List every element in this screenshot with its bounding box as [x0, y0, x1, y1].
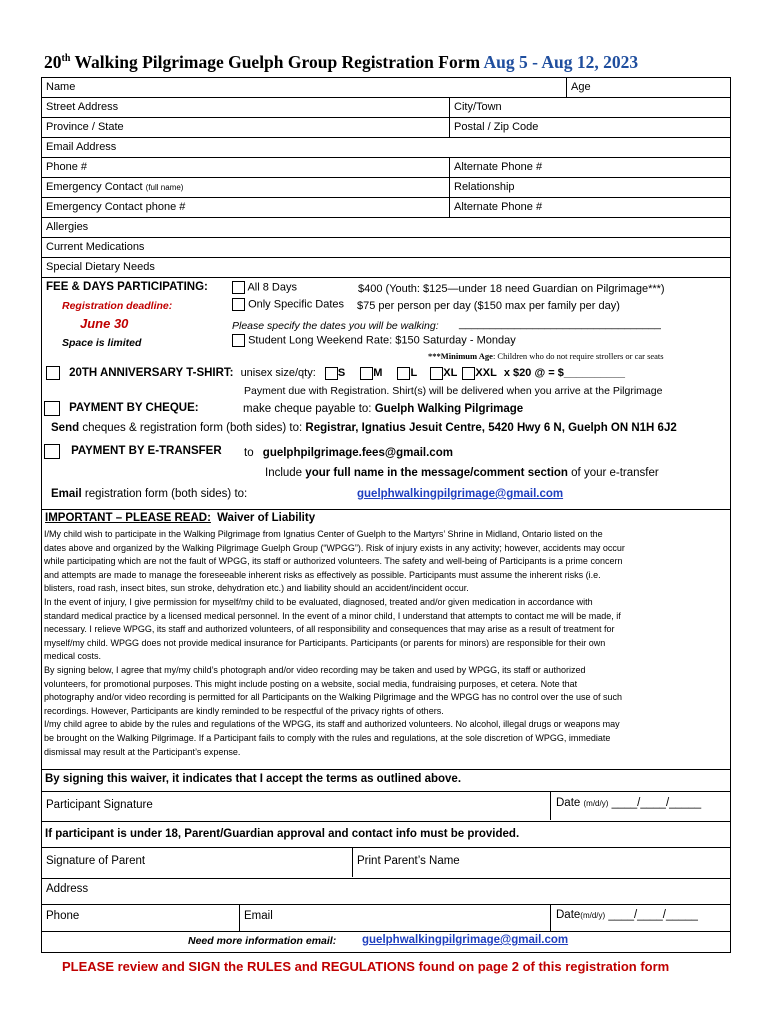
alt-phone-field[interactable]: [450, 158, 730, 178]
cheque-send-word: Send: [51, 422, 80, 434]
waiver-line: necessary. I relieve WPGG, its staff and authorized volunteers, of all responsibility and consequences that may arise as a result of treatment for: [44, 624, 615, 635]
waiver-line: I/my child agree to abide by the rules and regulations of the WPGG, its staff and authorized volunteers. No alcohol, illegal drugs or weapons may: [44, 719, 620, 730]
phone-divider: [239, 904, 240, 931]
page-title: [44, 52, 638, 73]
medications-label: Current Medications: [46, 241, 145, 253]
dietary-label: Special Dietary Needs: [46, 261, 155, 273]
size-xl-label: XL: [443, 366, 458, 379]
all-days-checkbox[interactable]: [232, 281, 245, 294]
etransfer-to: [244, 447, 453, 459]
phone-field[interactable]: [42, 158, 450, 178]
etransfer-include: [265, 467, 659, 479]
waiver-line: I/My child wish to participate in the Walking Pilgrimage from Ignatius Center of Guelph to the Martyrs’ Shrine in Midland, Ontario listed on the: [44, 529, 603, 539]
cheque-address: Registrar, Ignatius Jesuit Centre, 5420 Hwy 6 N, Guelph ON N1H 6J2: [305, 422, 677, 434]
emergency-phone-field[interactable]: [42, 198, 450, 218]
waiver-heading-important: IMPORTANT – PLEASE READ:: [45, 512, 211, 524]
name-label: Name: [46, 81, 76, 93]
relationship-field[interactable]: [450, 178, 730, 198]
parent-name-field[interactable]: Print Parent’s Name: [357, 855, 460, 867]
waiver-line: and attempts are made to manage the foreseeable inherent risks as effectively as possible. Participants must assume the inherent risks (i.e.: [44, 569, 601, 580]
info-grid: [41, 77, 731, 278]
parent-address-field[interactable]: Address: [46, 883, 89, 895]
waiver-line: be brought on the Walking Pilgrimage. If a Participant fails to comply with the rules and regulations, at the sole discretion of WPGG, immediate: [44, 732, 611, 743]
etransfer-include-bold: your full name in the message/comment section: [305, 467, 568, 479]
waiver-line: dates above and organized by the Walking Pilgrimage Guelph Group (“WPGG”). Risk of injury exists in any activity; however, accidents may occur: [44, 542, 625, 553]
emergency-contact-note: (full name): [145, 183, 184, 192]
cheque-payable-prefix: make cheque payable to:: [243, 403, 372, 415]
province-field[interactable]: [42, 118, 450, 138]
title-main: Walking Pilgrimage Guelph Group Registration Form: [74, 52, 481, 72]
parent-date-format: (m/d/y): [580, 911, 606, 920]
etransfer-include-suffix: of your e-transfer: [571, 467, 659, 479]
cheque-send-text: cheques & registration form (both sides) to:: [82, 422, 303, 434]
street-field[interactable]: [42, 98, 450, 118]
size-m-label: M: [373, 366, 383, 379]
specify-dates-label: Please specify the dates you will be walking:: [232, 320, 439, 332]
parent-email-field[interactable]: Email: [244, 910, 273, 922]
waiver-heading-title: Waiver of Liability: [217, 512, 316, 524]
relationship-label: Relationship: [454, 181, 515, 193]
size-l-checkbox[interactable]: [397, 367, 410, 380]
emergency-phone-label: Emergency Contact phone #: [46, 201, 186, 213]
option-student-rate[interactable]: [232, 334, 516, 347]
registration-email-link[interactable]: guelphwalkingpilgrimage@gmail.com: [357, 488, 564, 500]
waiver-text: [44, 528, 726, 759]
cheque-checkbox[interactable]: [44, 401, 60, 416]
tshirt-label: 20TH ANNIVERSARY T-SHIRT:: [69, 366, 234, 379]
waiver-line: dismissal may result at the Participant’s expense.: [44, 746, 241, 757]
parent-phone-field[interactable]: Phone: [46, 910, 80, 922]
participant-date-label: Date: [556, 797, 581, 809]
cheque-row: [44, 401, 199, 416]
emergency-contact-field[interactable]: [42, 178, 450, 198]
etransfer-checkbox[interactable]: [44, 444, 60, 459]
min-age-prefix: ***Minimum Age: [428, 351, 493, 361]
etransfer-label: PAYMENT BY E-TRANSFER: [71, 445, 222, 458]
dietary-field[interactable]: [42, 258, 730, 278]
participant-date-format: (m/d/y): [583, 799, 609, 808]
waiver-line: blisters, road rash, insect bites, sun stroke, dehydration etc.) and liability should an accident/incident occur.: [44, 583, 469, 594]
cheque-payable: [243, 403, 523, 415]
tshirt-price[interactable]: x $20 @ = $__________: [503, 366, 625, 379]
city-label: City/Town: [454, 101, 502, 113]
email-label: Email Address: [46, 141, 117, 153]
allergies-field[interactable]: [42, 218, 730, 238]
all-days-price: $400 (Youth: $125—under 18 need Guardian on Pilgrimage***): [358, 283, 665, 295]
size-l-label: L: [410, 366, 418, 379]
deadline-date: June 30: [80, 316, 129, 331]
more-info-email-link[interactable]: guelphwalkingpilgrimage@gmail.com: [362, 934, 569, 946]
title-sup: th: [61, 53, 71, 65]
waiver-line: medical costs.: [44, 651, 102, 662]
email-field[interactable]: [42, 138, 730, 158]
waiver-line: photography and/or video recording is permitted for all Participants on the Walking Pilgrimage and the WPGG has no control over the use of such: [44, 692, 622, 703]
city-field[interactable]: [450, 98, 730, 118]
waiver-line: while participating which are not the fault of WPGG, its staff or authorized volunteers. The safety and well-being of Participants is a prime concern: [44, 556, 623, 567]
tshirt-size-qty: unisex size/qty:: [240, 366, 316, 379]
specific-dates-label: Only Specific Dates: [248, 298, 345, 311]
alt-phone-2-field[interactable]: [450, 198, 730, 218]
waiver-line: volunteers, for promotional purposes. This might include posting on a website, social media, fundraising purposes, et cetera. Note that: [44, 678, 578, 689]
allergies-label: Allergies: [46, 221, 89, 233]
age-field[interactable]: [567, 78, 730, 98]
tshirt-checkbox[interactable]: [46, 366, 60, 380]
tshirt-row: [46, 366, 625, 380]
alt-phone-label: Alternate Phone #: [454, 161, 543, 173]
fees-heading: FEE & DAYS PARTICIPATING:: [46, 281, 208, 293]
waiver-line: standard medical practice by a licensed medical personnel. In the event of a minor child, I understand that attempts to contact me will be made, if: [44, 610, 621, 621]
waiver-line: By signing below, I agree that my/my child’s photograph and/or video recording may be taken and used by WPGG, its staff or authorized: [44, 664, 586, 675]
size-s-checkbox[interactable]: [325, 367, 338, 380]
waiver-line: recordings. However, Participants are kindly reminded to be respectful of the privacy rights of others.: [44, 705, 444, 716]
etransfer-include-prefix: Include: [265, 467, 303, 479]
parent-date-label: Date: [556, 909, 581, 921]
participant-sig-divider: [550, 791, 551, 820]
waiver-line: myself/my child. WPGG does not provide medical insurance for Participants. Participants (or parents for minors) are responsible for their own: [44, 637, 606, 648]
footer-notice: PLEASE review and SIGN the RULES and REGULATIONS found on page 2 of this registration form: [62, 959, 670, 974]
parent-date-field[interactable]: [556, 909, 698, 921]
under18-statement: If participant is under 18, Parent/Guardian approval and contact info must be provided.: [45, 828, 520, 840]
email-word: Email: [51, 488, 82, 500]
participant-signature-field[interactable]: Participant Signature: [46, 799, 153, 811]
province-label: Province / State: [46, 121, 124, 133]
etransfer-to-word: to: [244, 447, 254, 459]
name-field[interactable]: [42, 78, 567, 98]
alt-phone-2-label: Alternate Phone #: [454, 201, 543, 213]
all-days-label: All 8 Days: [247, 281, 297, 294]
parent-date-blank: ____/____/_____: [608, 909, 698, 921]
postal-label: Postal / Zip Code: [454, 121, 539, 133]
student-rate-checkbox[interactable]: [232, 334, 245, 347]
waiver-line: In the event of injury, I give permission for myself/my child to be evaluated, diagnosed, treated and/or given medication in accordance with: [44, 596, 593, 607]
cheque-send: [51, 422, 677, 434]
specify-dates-line[interactable]: _________________________________: [459, 318, 661, 330]
parent-signature-field[interactable]: Signature of Parent: [46, 855, 146, 867]
participant-date-field[interactable]: [556, 797, 701, 809]
agree-statement: By signing this waiver, it indicates that I accept the terms as outlined above.: [45, 773, 462, 785]
phone-label: Phone #: [46, 161, 87, 173]
etransfer-email[interactable]: guelphpilgrimage.fees@gmail.com: [262, 447, 453, 459]
more-info-label: Need more information email:: [188, 935, 337, 947]
title-number: 20: [44, 52, 62, 72]
medications-field[interactable]: [42, 238, 730, 258]
size-xl-checkbox[interactable]: [430, 367, 443, 380]
title-dates: Aug 5 - Aug 12, 2023: [483, 52, 639, 72]
size-s-label: S: [337, 366, 346, 379]
age-label: Age: [571, 81, 591, 93]
email-registration: [51, 488, 247, 500]
parent-sig-divider: [352, 847, 353, 877]
student-rate-label: Student Long Weekend Rate: $150 Saturday - Monday: [248, 334, 516, 347]
waiver-heading: [45, 512, 315, 524]
specific-dates-checkbox[interactable]: [232, 298, 245, 311]
size-xxl-checkbox[interactable]: [462, 367, 475, 380]
postal-field[interactable]: [450, 118, 730, 138]
participant-date-blank: ____/____/_____: [611, 797, 702, 809]
street-label: Street Address: [46, 101, 119, 113]
etransfer-row: [44, 444, 222, 459]
cheque-payable-to: Guelph Walking Pilgrimage: [374, 403, 524, 415]
address-row: [41, 877, 730, 905]
size-m-checkbox[interactable]: [360, 367, 373, 380]
size-xxl-label: XXL: [475, 366, 497, 379]
space-limited: Space is limited: [62, 337, 142, 349]
option-specific-dates[interactable]: [232, 298, 344, 311]
deadline-label: Registration deadline:: [62, 300, 173, 312]
cheque-label: PAYMENT BY CHEQUE:: [69, 402, 199, 415]
email-divider: [550, 904, 551, 931]
specific-dates-price: $75 per person per day ($150 max per family per day): [357, 300, 620, 312]
option-all-days[interactable]: [232, 281, 297, 294]
tshirt-note: Payment due with Registration. Shirt(s) will be delivered when you arrive at the Pilgrimage: [244, 385, 663, 397]
min-age-note: [428, 351, 664, 361]
min-age-text: : Children who do not require strollers or car seats: [492, 351, 664, 361]
emergency-contact-label: Emergency Contact: [46, 181, 143, 193]
email-registration-text: registration form (both sides) to:: [84, 488, 248, 500]
